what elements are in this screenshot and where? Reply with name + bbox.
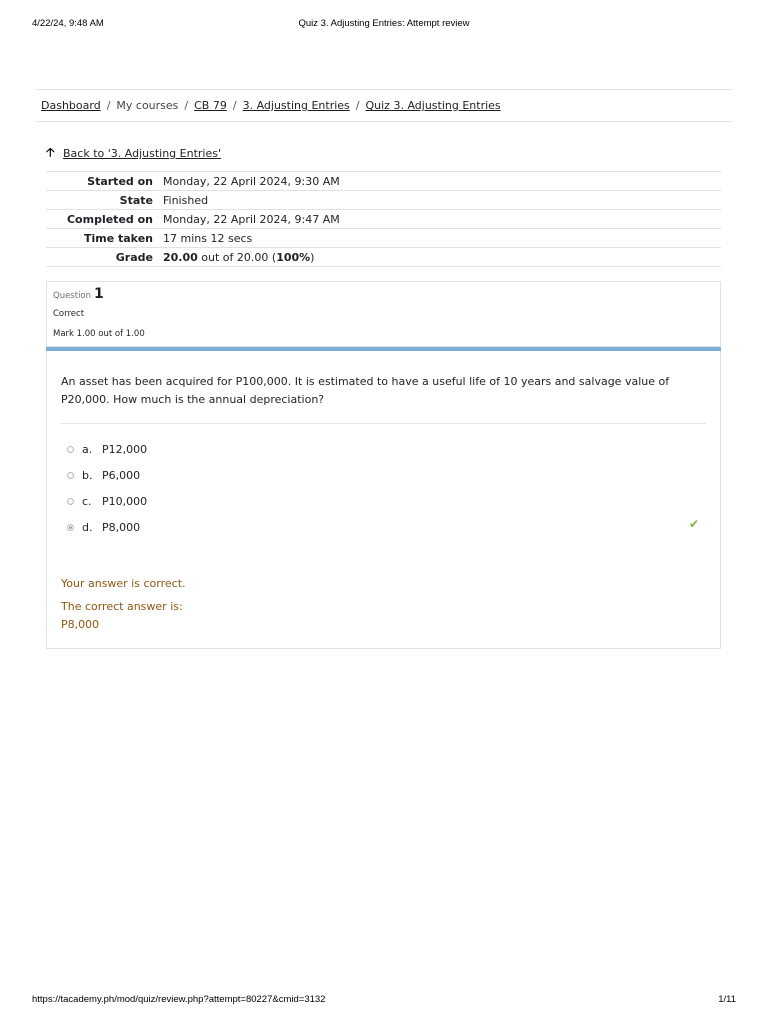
summary-row-started — [46, 172, 721, 191]
breadcrumb-course[interactable]: CB 79 — [194, 99, 227, 112]
answer-option-b[interactable] — [67, 469, 140, 482]
radio-button-selected[interactable] — [67, 524, 74, 531]
question-number-value: 1 — [94, 286, 104, 302]
breadcrumb-separator: / — [106, 99, 111, 112]
summary-label: Grade — [115, 250, 153, 264]
question-mark: Mark 1.00 out of 1.00 — [53, 329, 145, 339]
summary-row-state — [46, 191, 721, 210]
radio-button[interactable] — [67, 472, 74, 479]
question-number — [53, 286, 104, 302]
attempt-summary-table — [46, 171, 721, 267]
right-answer-value: P8,000 — [61, 618, 100, 631]
checkmark-icon: ✔ — [689, 517, 700, 531]
print-page-count: 1/11 — [718, 994, 736, 1005]
radio-button[interactable] — [67, 446, 74, 453]
summary-row-grade — [46, 248, 721, 267]
answer-option-d[interactable] — [67, 521, 140, 534]
breadcrumb-my-courses: My courses — [116, 99, 179, 112]
breadcrumb-section[interactable]: 3. Adjusting Entries — [242, 99, 350, 112]
question-divider — [61, 423, 706, 424]
summary-value — [163, 248, 721, 267]
back-to-section-link[interactable]: Back to '3. Adjusting Entries' — [63, 147, 221, 160]
summary-label: State — [119, 193, 153, 207]
answer-letter: a. — [82, 443, 93, 456]
breadcrumb — [36, 89, 732, 122]
back-link-container — [46, 143, 221, 164]
breadcrumb-quiz[interactable]: Quiz 3. Adjusting Entries — [365, 99, 501, 112]
print-datetime: 4/22/24, 9:48 AM — [32, 18, 104, 29]
summary-value: Monday, 22 April 2024, 9:30 AM — [163, 174, 340, 188]
right-answer-label: The correct answer is: — [61, 600, 183, 613]
grade-out-of: out of 20.00 ( — [197, 250, 277, 264]
arrow-up-icon: 🡡 — [46, 145, 55, 159]
question-info — [46, 281, 721, 347]
grade-close: ) — [310, 250, 315, 264]
summary-label: Time taken — [83, 231, 153, 245]
print-header — [0, 18, 768, 32]
breadcrumb-separator: / — [355, 99, 360, 112]
summary-value: Monday, 22 April 2024, 9:47 AM — [163, 212, 340, 226]
answer-letter: c. — [82, 495, 92, 508]
summary-value: Finished — [163, 193, 209, 207]
radio-button[interactable] — [67, 498, 74, 505]
breadcrumb-separator: / — [184, 99, 189, 112]
question-label: Question — [53, 291, 92, 301]
answer-text: P8,000 — [102, 521, 141, 534]
summary-label: Started on — [87, 174, 153, 188]
summary-row-time-taken — [46, 229, 721, 248]
answer-text: P6,000 — [102, 469, 141, 482]
summary-row-completed — [46, 210, 721, 229]
question-state: Correct — [53, 309, 85, 319]
answer-text: P12,000 — [102, 443, 148, 456]
answer-text: P10,000 — [102, 495, 148, 508]
breadcrumb-separator: / — [232, 99, 237, 112]
summary-value: 17 mins 12 secs — [163, 231, 253, 245]
feedback-correct-message: Your answer is correct. — [61, 577, 186, 590]
print-url: https://tacademy.ph/mod/quiz/review.php?attempt=80227&cmid=3132 — [32, 994, 326, 1005]
answer-option-a[interactable] — [67, 443, 147, 456]
question-content — [46, 351, 721, 649]
grade-percent: 100% — [276, 250, 311, 264]
answer-letter: b. — [82, 469, 93, 482]
print-page-title: Quiz 3. Adjusting Entries: Attempt review — [298, 18, 470, 29]
breadcrumb-dashboard[interactable]: Dashboard — [41, 99, 101, 112]
summary-label: Completed on — [66, 212, 153, 226]
grade-score: 20.00 — [163, 250, 198, 264]
answer-option-c[interactable] — [67, 495, 147, 508]
question-text: An asset has been acquired for P100,000. It is estimated to have a useful life of 10 years and salvage value of P20,000. How much is the annual depreciation? — [61, 375, 670, 406]
answer-letter: d. — [82, 521, 93, 534]
